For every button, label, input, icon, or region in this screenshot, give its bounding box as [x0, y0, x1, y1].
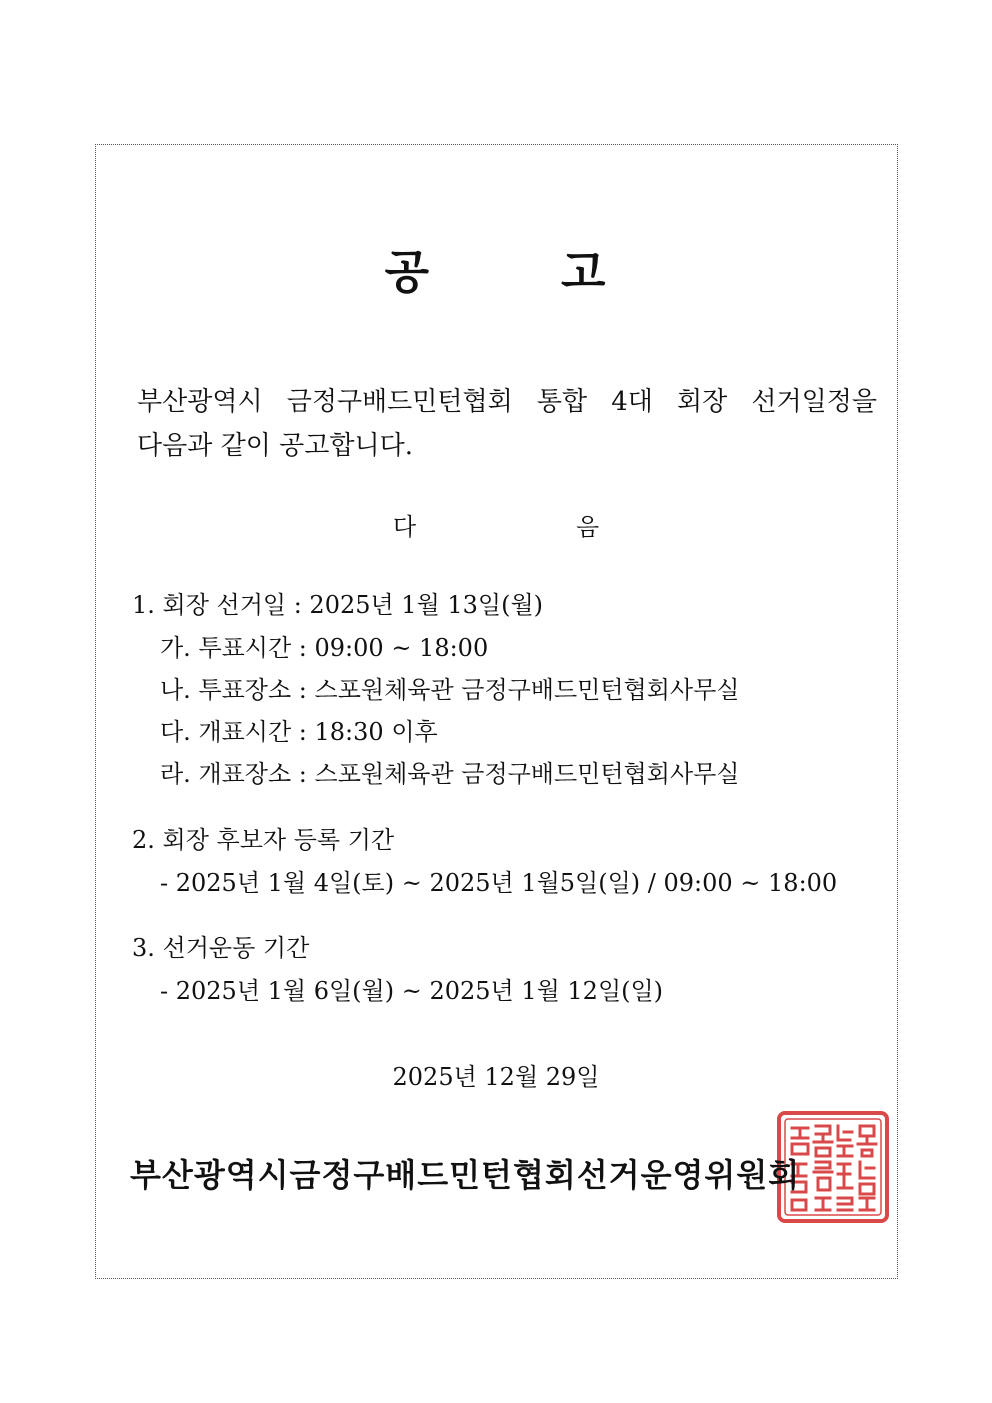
subheading — [0, 507, 992, 542]
intro-line-2: 다음과 같이 공고합니다. — [137, 431, 413, 461]
subhead-char-2: 음 — [576, 513, 600, 541]
intro-line-1: 부산광역시 금정구배드민턴협회 통합 4대 회장 선거일정을 — [137, 387, 877, 417]
notice-date: 2025년 12월 29일 — [392, 1063, 600, 1091]
section-1-item-a: 가. 투표시간 : 09:00 ~ 18:00 — [160, 634, 489, 662]
section-2-heading: 2. 회장 후보자 등록 기간 — [132, 826, 395, 854]
section-1-item-c: 다. 개표시간 : 18:30 이후 — [160, 718, 438, 746]
section-3-detail: - 2025년 1월 6일(월) ~ 2025년 1월 12일(일) — [160, 977, 664, 1005]
title-char-1: 공 — [384, 245, 431, 299]
section-3-heading: 3. 선거운동 기간 — [132, 934, 310, 962]
title-char-2: 고 — [561, 245, 608, 299]
page-title — [0, 236, 992, 302]
section-1-heading: 1. 회장 선거일 : 2025년 1월 13일(월) — [132, 591, 544, 619]
section-1-item-d: 라. 개표장소 : 스포원체육관 금정구배드민턴협회사무실 — [160, 760, 740, 788]
section-2-detail: - 2025년 1월 4일(토) ~ 2025년 1월5일(일) / 09:00 ~ 18:00 — [160, 869, 838, 897]
section-1-item-b: 나. 투표장소 : 스포원체육관 금정구배드민턴협회사무실 — [160, 676, 740, 704]
organization-name: 부산광역시금정구배드민턴협회선거운영위원회 — [130, 1156, 801, 1194]
subhead-char-1: 다 — [392, 513, 416, 541]
intro-paragraph — [137, 380, 877, 468]
